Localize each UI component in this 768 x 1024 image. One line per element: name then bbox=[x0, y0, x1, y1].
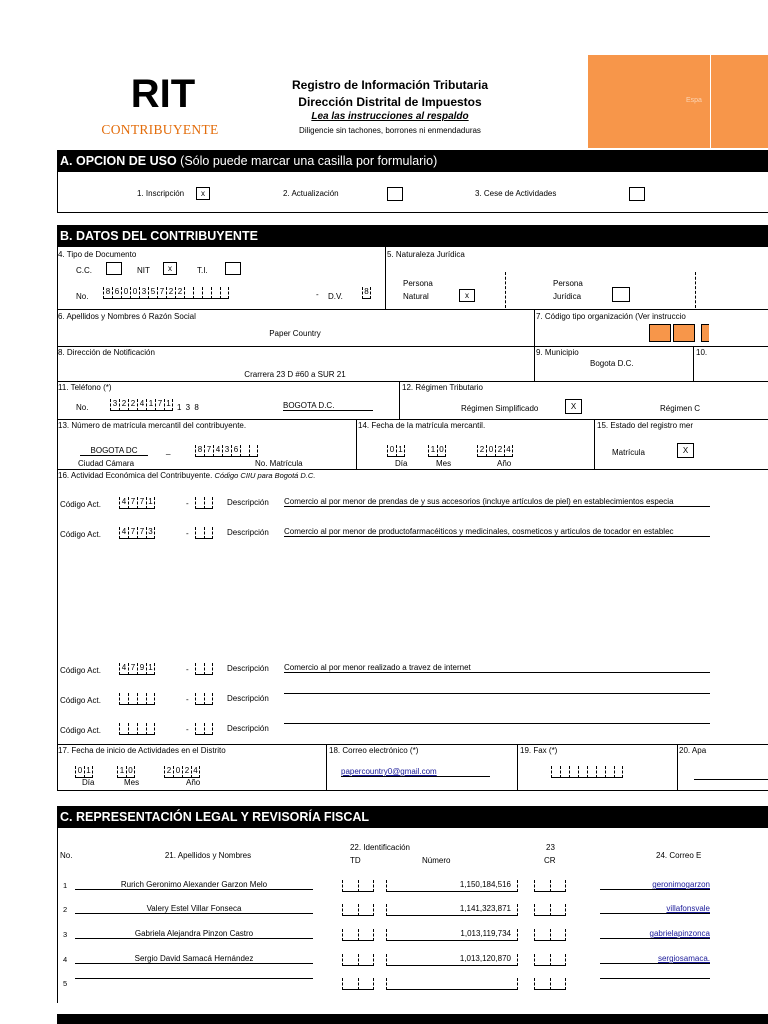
rep-numero: 1,141,323,871 bbox=[459, 904, 511, 913]
col-22-header: 22. Identificación bbox=[349, 843, 411, 852]
digit-cell bbox=[534, 954, 550, 966]
section-d-header bbox=[57, 1014, 768, 1024]
digit-cell: 2 bbox=[175, 287, 184, 299]
digit-cell: 4 bbox=[119, 663, 128, 675]
digit-cell bbox=[193, 287, 202, 299]
digit-cell: 7 bbox=[128, 527, 137, 539]
digit-cell bbox=[249, 445, 258, 457]
nit-checkbox[interactable]: x bbox=[163, 262, 177, 275]
persona-natural-checkbox[interactable]: x bbox=[459, 289, 475, 302]
field-15-label: 15. Estado del registro mer bbox=[597, 421, 694, 430]
rep-td-field[interactable] bbox=[342, 880, 374, 892]
digit-cell: 1 bbox=[84, 766, 93, 778]
org-code-box-2[interactable] bbox=[673, 324, 695, 342]
rit-logo: RIT bbox=[130, 72, 196, 116]
digit-cell bbox=[569, 766, 578, 778]
ti-checkbox[interactable] bbox=[225, 262, 241, 275]
field-19-label: 19. Fax (*) bbox=[520, 746, 558, 755]
digit-cell: 7 bbox=[137, 527, 146, 539]
digit-cell: 4 bbox=[119, 527, 128, 539]
digit-cell: 2 bbox=[166, 287, 175, 299]
fecha-matricula-anio[interactable] bbox=[477, 445, 513, 457]
rep-email[interactable]: geronimogarzon bbox=[600, 880, 710, 890]
section-c-header bbox=[57, 806, 768, 828]
activity-code-field[interactable] bbox=[119, 527, 155, 539]
activity-code-field[interactable] bbox=[119, 663, 155, 675]
fax-field[interactable] bbox=[551, 766, 623, 778]
digit-cell bbox=[358, 954, 374, 966]
digit-cell: 7 bbox=[128, 663, 137, 675]
persona-juridica-label-1: Persona bbox=[553, 279, 583, 288]
digit-cell bbox=[358, 978, 374, 990]
digit-cell bbox=[550, 978, 566, 990]
activity-code-dash: - bbox=[186, 725, 189, 734]
digit-cell bbox=[578, 766, 587, 778]
field-14-label: 14. Fecha de la matrícula mercantil. bbox=[358, 421, 486, 430]
rep-cr-field[interactable] bbox=[534, 978, 566, 990]
activity-code-suffix[interactable] bbox=[195, 527, 213, 539]
descripcion-label: Descripción bbox=[227, 694, 269, 703]
field-8-label: 8. Dirección de Notificación bbox=[58, 348, 155, 357]
field-6-label: 6. Apellidos y Nombres ó Razón Social bbox=[58, 312, 196, 321]
orange-block bbox=[588, 55, 710, 148]
cc-label: C.C. bbox=[76, 266, 92, 275]
ciudad-camara-dash: _ bbox=[166, 446, 171, 455]
digit-cell: 1 bbox=[428, 445, 437, 457]
regimen-simplificado-label: Régimen Simplificado bbox=[461, 404, 539, 413]
field-16-title: 16. Actividad Económica del Contribuyente. bbox=[58, 471, 213, 480]
divider bbox=[57, 309, 768, 310]
section-b-header bbox=[57, 225, 768, 247]
divider bbox=[57, 790, 768, 791]
digit-cell bbox=[534, 929, 550, 941]
dia-label: Día bbox=[395, 459, 408, 468]
divider bbox=[57, 381, 768, 382]
activity-description[interactable]: Comercio al por menor de prendas de y sus accesorios (incluye artículos de piel) en establecimientos especia bbox=[284, 497, 710, 507]
digit-cell bbox=[204, 663, 213, 675]
descripcion-label: Descripción bbox=[227, 724, 269, 733]
digit-cell bbox=[195, 527, 204, 539]
divider bbox=[694, 779, 768, 780]
digit-cell: 4 bbox=[213, 445, 222, 457]
field-5-label: 5. Naturaleza Jurídica bbox=[387, 250, 465, 259]
persona-juridica-label-2: Jurídica bbox=[553, 292, 582, 301]
section-a-subtitle: (Sólo puede marcar una casilla por formulario) bbox=[180, 154, 438, 168]
digit-cell: 6 bbox=[112, 287, 121, 299]
rep-numero: 1,150,184,516 bbox=[459, 880, 511, 889]
rep-name[interactable]: Valery Estel Villar Fonseca bbox=[75, 904, 313, 914]
col-21-header: 21. Apellidos y Nombres bbox=[164, 851, 252, 860]
digit-cell bbox=[195, 663, 204, 675]
digit-cell bbox=[204, 723, 213, 735]
persona-juridica-checkbox[interactable] bbox=[612, 287, 630, 302]
document-number-field[interactable] bbox=[103, 287, 229, 299]
rep-numero-field[interactable] bbox=[386, 978, 518, 990]
divider bbox=[57, 828, 58, 1003]
tel-no-label: No. bbox=[76, 403, 89, 412]
direccion-value[interactable]: Crarrera 23 D #60 a SUR 21 bbox=[244, 370, 346, 379]
rep-td-field[interactable] bbox=[342, 904, 374, 916]
field-18-label: 18. Correo electrónico (*) bbox=[329, 746, 419, 755]
digit-cell bbox=[128, 693, 137, 705]
divider bbox=[399, 381, 400, 419]
rep-name[interactable]: Gabriela Alejandra Pinzon Castro bbox=[75, 929, 313, 939]
col-numero-header: Número bbox=[422, 856, 451, 865]
digit-cell: 2 bbox=[164, 766, 173, 778]
digit-cell: 5 bbox=[148, 287, 157, 299]
field-7-label: 7. Código tipo organización (Ver instruccio bbox=[536, 312, 686, 321]
rep-email[interactable]: gabrielapinzonca bbox=[600, 929, 710, 939]
divider bbox=[385, 247, 386, 309]
fecha-matricula-dia[interactable] bbox=[387, 445, 405, 457]
digit-cell bbox=[137, 723, 146, 735]
digit-cell: 2 bbox=[477, 445, 486, 457]
digit-cell: 1 bbox=[396, 445, 405, 457]
digit-cell bbox=[560, 766, 569, 778]
digit-cell bbox=[550, 929, 566, 941]
rep-cr-field[interactable] bbox=[534, 954, 566, 966]
codigo-act-label: Código Act. bbox=[60, 530, 101, 539]
municipio-value[interactable]: Bogota D.C. bbox=[590, 359, 634, 368]
digit-cell: 1 bbox=[146, 663, 155, 675]
divider bbox=[677, 744, 678, 790]
activity-description[interactable] bbox=[284, 723, 710, 724]
digit-cell: 2 bbox=[119, 399, 128, 411]
persona-natural-label-1: Persona bbox=[403, 279, 433, 288]
digit-cell: 7 bbox=[155, 399, 164, 411]
digit-cell: 0 bbox=[121, 287, 130, 299]
descripcion-label: Descripción bbox=[227, 664, 269, 673]
digit-cell: 7 bbox=[137, 497, 146, 509]
divider bbox=[57, 212, 768, 213]
dia-label: Día bbox=[82, 778, 95, 787]
field-12-label: 12. Régimen Tributario bbox=[402, 383, 483, 392]
col-td-header: TD bbox=[350, 856, 361, 865]
field-20-label: 20. Apa bbox=[679, 746, 707, 755]
divider bbox=[594, 419, 595, 469]
rep-row-number: 2 bbox=[63, 905, 68, 914]
dv-label: D.V. bbox=[328, 292, 343, 301]
digit-cell: 4 bbox=[119, 497, 128, 509]
activity-code-dash: - bbox=[186, 529, 189, 538]
digit-cell bbox=[184, 287, 193, 299]
divider bbox=[693, 346, 694, 382]
codigo-act-label: Código Act. bbox=[60, 696, 101, 705]
header-instructions: Lea las instrucciones al respaldo bbox=[311, 111, 469, 122]
field-4-label: 4. Tipo de Documento bbox=[58, 250, 137, 259]
digit-cell bbox=[342, 978, 358, 990]
mes-label: Mes bbox=[124, 778, 140, 787]
digit-cell bbox=[596, 766, 605, 778]
digit-cell bbox=[550, 954, 566, 966]
digit-cell bbox=[195, 693, 204, 705]
digit-cell: 8 bbox=[103, 287, 112, 299]
digit-cell bbox=[342, 904, 358, 916]
descripcion-label: Descripción bbox=[227, 528, 269, 537]
cc-checkbox[interactable] bbox=[106, 262, 122, 275]
phone-field[interactable] bbox=[110, 399, 173, 411]
anio-label: Año bbox=[186, 778, 201, 787]
digit-cell: 4 bbox=[504, 445, 513, 457]
divider bbox=[57, 469, 768, 470]
activity-code-dash: - bbox=[186, 695, 189, 704]
option-inscripcion-checkbox[interactable]: x bbox=[196, 187, 210, 200]
digit-cell: 3 bbox=[146, 527, 155, 539]
header-note: Diligencie sin tachones, borrones ni enmendaduras bbox=[299, 126, 481, 135]
option-actualizacion-label: 2. Actualización bbox=[283, 189, 339, 198]
digit-cell: 7 bbox=[128, 497, 137, 509]
digit-cell bbox=[534, 880, 550, 892]
field-17-label: 17. Fecha de inicio de Actividades en el Distrito bbox=[58, 746, 226, 755]
digit-cell bbox=[146, 693, 155, 705]
col-24-header: 24. Correo E bbox=[656, 851, 702, 860]
digit-cell bbox=[204, 497, 213, 509]
rep-td-field[interactable] bbox=[342, 929, 374, 941]
digit-cell bbox=[587, 766, 596, 778]
divider bbox=[57, 744, 768, 745]
digit-cell: 1 bbox=[146, 497, 155, 509]
digit-cell: 7 bbox=[157, 287, 166, 299]
fecha-matricula-mes[interactable] bbox=[428, 445, 446, 457]
dv-digit: 8 bbox=[362, 287, 371, 299]
digit-cell bbox=[605, 766, 614, 778]
rep-numero-field[interactable] bbox=[386, 929, 518, 941]
divider bbox=[356, 419, 357, 469]
digit-cell: 0 bbox=[173, 766, 182, 778]
orange-block-text: Espa bbox=[686, 97, 702, 104]
digit-cell bbox=[551, 766, 560, 778]
phone-city[interactable]: BOGOTA D.C. bbox=[283, 401, 373, 411]
orange-block-right bbox=[711, 55, 768, 148]
org-code-box-1[interactable] bbox=[649, 324, 671, 342]
divider bbox=[57, 419, 768, 420]
activity-description[interactable] bbox=[284, 693, 710, 694]
rep-cr-field[interactable] bbox=[534, 904, 566, 916]
digit-cell bbox=[550, 904, 566, 916]
divider bbox=[57, 346, 768, 347]
digit-cell: 1 bbox=[146, 399, 155, 411]
divider bbox=[534, 346, 535, 382]
fecha-inicio-anio[interactable] bbox=[164, 766, 200, 778]
fecha-inicio-dia[interactable] bbox=[75, 766, 93, 778]
section-a-title: A. OPCION DE USO bbox=[60, 154, 177, 168]
digit-cell: 3 bbox=[222, 445, 231, 457]
col-23-header: 23 bbox=[546, 843, 555, 852]
activity-code-suffix[interactable] bbox=[195, 693, 213, 705]
rep-email[interactable] bbox=[600, 978, 710, 979]
digit-cell: 1 bbox=[117, 766, 126, 778]
activity-description[interactable]: Comercio al por menor de productofarmacéiticos y medicinales, cosmeticos y articulos de tocador en establec bbox=[284, 527, 710, 537]
digit-cell: 0 bbox=[486, 445, 495, 457]
doc-dash: - bbox=[316, 290, 319, 299]
codigo-act-label: Código Act. bbox=[60, 726, 101, 735]
rep-row-number: 4 bbox=[63, 955, 68, 964]
nit-label: NIT bbox=[137, 266, 150, 275]
mes-label: Mes bbox=[436, 459, 452, 468]
section-a-header bbox=[57, 150, 768, 172]
digit-cell: 4 bbox=[191, 766, 200, 778]
option-cese-label: 3. Cese de Actividades bbox=[475, 189, 557, 198]
digit-cell bbox=[211, 287, 220, 299]
activity-code-suffix[interactable] bbox=[195, 497, 213, 509]
rep-cr-field[interactable] bbox=[534, 880, 566, 892]
section-b-title: B. DATOS DEL CONTRIBUYENTE bbox=[60, 229, 258, 243]
rep-numero-field[interactable] bbox=[386, 904, 518, 916]
digit-cell: 0 bbox=[126, 766, 135, 778]
razon-social-value[interactable]: Paper Country bbox=[269, 329, 321, 338]
rep-name[interactable] bbox=[75, 978, 313, 979]
digit-cell: 2 bbox=[182, 766, 191, 778]
col-no-header: No. bbox=[60, 851, 73, 860]
digit-cell: 1 bbox=[164, 399, 173, 411]
field-10-label: 10. bbox=[696, 348, 708, 357]
digit-cell: 0 bbox=[130, 287, 139, 299]
digit-cell bbox=[204, 527, 213, 539]
digit-cell: 0 bbox=[75, 766, 84, 778]
digit-cell: 9 bbox=[137, 663, 146, 675]
matricula-state-label: Matrícula bbox=[612, 448, 645, 457]
digit-cell bbox=[358, 880, 374, 892]
divider bbox=[695, 272, 696, 308]
codigo-act-label: Código Act. bbox=[60, 500, 101, 509]
matricula-state-checkbox[interactable]: X bbox=[677, 443, 694, 458]
digit-cell: 2 bbox=[128, 399, 137, 411]
divider bbox=[326, 744, 327, 790]
digit-cell bbox=[614, 766, 623, 778]
email-field[interactable]: papercountry0@gmail.com bbox=[341, 767, 490, 777]
ciudad-camara-value[interactable]: BOGOTA DC bbox=[80, 446, 148, 456]
fecha-inicio-mes[interactable] bbox=[117, 766, 135, 778]
digit-cell: 4 bbox=[137, 399, 146, 411]
matricula-number-field[interactable] bbox=[195, 445, 258, 457]
rep-email[interactable]: villafonsvale bbox=[600, 904, 710, 914]
field-16-note: Código CIIU para Bogotá D.C. bbox=[214, 471, 316, 480]
digit-cell bbox=[358, 904, 374, 916]
rep-email[interactable]: sergiosamaca. bbox=[600, 954, 710, 964]
field-16-label bbox=[58, 471, 315, 480]
digit-cell: 2 bbox=[495, 445, 504, 457]
digit-cell bbox=[137, 693, 146, 705]
divider bbox=[517, 744, 518, 790]
digit-cell: 3 bbox=[139, 287, 148, 299]
digit-cell: 0 bbox=[437, 445, 446, 457]
option-actualizacion-checkbox[interactable] bbox=[387, 187, 403, 201]
digit-cell bbox=[342, 954, 358, 966]
digit-cell bbox=[550, 880, 566, 892]
digit-cell bbox=[342, 880, 358, 892]
digit-cell: 0 bbox=[387, 445, 396, 457]
rep-td-field[interactable] bbox=[342, 954, 374, 966]
activity-code-field[interactable] bbox=[119, 693, 155, 705]
rit-subtitle: CONTRIBUYENTE bbox=[101, 122, 219, 137]
dv-field[interactable] bbox=[362, 287, 371, 299]
field-11-label: 11. Teléfono (*) bbox=[58, 383, 112, 392]
digit-cell bbox=[202, 287, 211, 299]
col-cr-header: CR bbox=[544, 856, 556, 865]
rep-row-number: 1 bbox=[63, 881, 68, 890]
activity-code-field[interactable] bbox=[119, 497, 155, 509]
rep-numero-field[interactable] bbox=[386, 880, 518, 892]
digit-cell: 6 bbox=[231, 445, 240, 457]
digit-cell: 7 bbox=[204, 445, 213, 457]
anio-label: Año bbox=[497, 459, 512, 468]
digit-cell bbox=[146, 723, 155, 735]
divider bbox=[534, 309, 535, 346]
phone-rest: 1 3 8 bbox=[177, 403, 200, 412]
activity-code-field[interactable] bbox=[119, 723, 155, 735]
digit-cell: 8 bbox=[195, 445, 204, 457]
digit-cell bbox=[358, 929, 374, 941]
digit-cell: 3 bbox=[110, 399, 119, 411]
rep-row-number: 5 bbox=[63, 979, 68, 988]
activity-description[interactable]: Comercio al por menor realizado a travez de internet bbox=[284, 663, 710, 673]
regimen-simplificado-checkbox[interactable]: X bbox=[565, 399, 582, 414]
activity-code-dash: - bbox=[186, 499, 189, 508]
digit-cell bbox=[204, 693, 213, 705]
field-13-label: 13. Número de matrícula mercantil del contribuyente. bbox=[58, 421, 247, 430]
doc-no-label: No. bbox=[76, 292, 89, 301]
digit-cell bbox=[534, 904, 550, 916]
digit-cell bbox=[128, 723, 137, 735]
divider bbox=[57, 247, 58, 790]
digit-cell bbox=[220, 287, 229, 299]
rep-name[interactable]: Sergio David Samacá Hernández bbox=[75, 954, 313, 964]
digit-cell bbox=[195, 723, 204, 735]
rep-name[interactable]: Rurich Geronimo Alexander Garzon Melo bbox=[75, 880, 313, 890]
option-cese-checkbox[interactable] bbox=[629, 187, 645, 201]
digit-cell bbox=[119, 693, 128, 705]
header-subtitle: Dirección Distrital de Impuestos bbox=[298, 95, 482, 109]
activity-code-suffix[interactable] bbox=[195, 663, 213, 675]
field-9-label: 9. Municipio bbox=[536, 348, 579, 357]
digit-cell bbox=[119, 723, 128, 735]
rep-cr-field[interactable] bbox=[534, 929, 566, 941]
digit-cell bbox=[195, 497, 204, 509]
codigo-act-label: Código Act. bbox=[60, 666, 101, 675]
activity-code-suffix[interactable] bbox=[195, 723, 213, 735]
digit-cell bbox=[342, 929, 358, 941]
ciudad-camara-label: Ciudad Cámara bbox=[78, 459, 135, 468]
rep-numero: 1,013,119,734 bbox=[460, 929, 511, 938]
persona-natural-label-2: Natural bbox=[403, 292, 429, 301]
digit-cell bbox=[534, 978, 550, 990]
rep-td-field[interactable] bbox=[342, 978, 374, 990]
section-c-title: C. REPRESENTACIÓN LEGAL Y REVISORÍA FISCAL bbox=[60, 810, 370, 824]
descripcion-label: Descripción bbox=[227, 498, 269, 507]
option-inscripcion-label: 1. Inscripción bbox=[137, 189, 185, 198]
matricula-number-label: No. Matrícula bbox=[255, 459, 303, 468]
rep-numero-field[interactable] bbox=[386, 954, 518, 966]
digit-cell bbox=[240, 445, 249, 457]
org-code-box-3[interactable] bbox=[701, 324, 709, 342]
rep-row-number: 3 bbox=[63, 930, 68, 939]
ti-label: T.I. bbox=[197, 266, 208, 275]
divider bbox=[57, 172, 58, 212]
divider bbox=[505, 272, 506, 308]
activity-code-dash: - bbox=[186, 665, 189, 674]
header-title: Registro de Información Tributaria bbox=[291, 78, 489, 92]
rep-numero: 1,013,120,870 bbox=[459, 954, 511, 963]
regimen-comun-label: Régimen C bbox=[660, 404, 701, 413]
